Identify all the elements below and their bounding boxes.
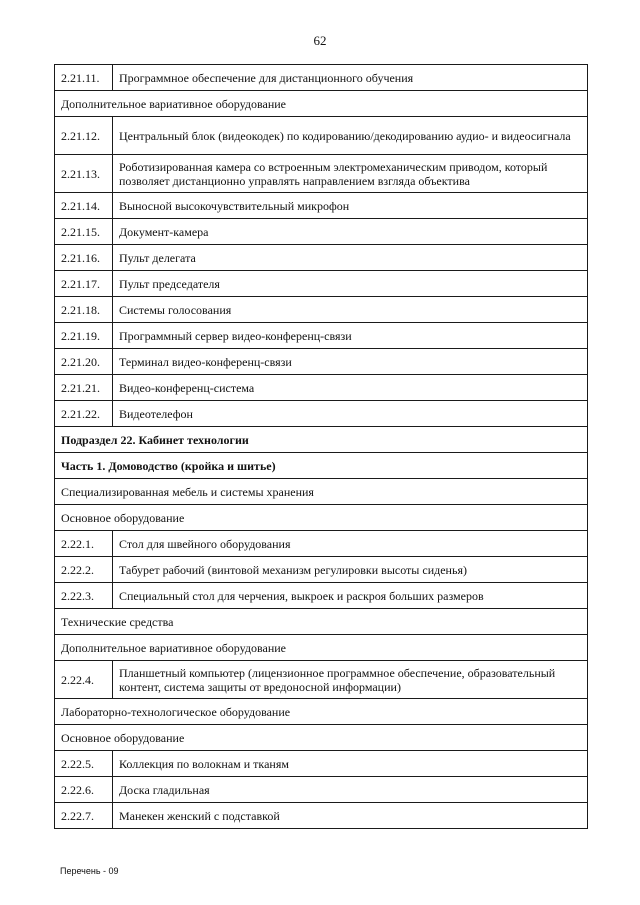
category-label: Основное оборудование — [55, 505, 588, 531]
item-description: Видеотелефон — [113, 401, 588, 427]
item-number: 2.22.1. — [55, 531, 113, 557]
item-description: Стол для швейного оборудования — [113, 531, 588, 557]
table-row — [55, 219, 588, 245]
category-label: Лабораторно-технологическое оборудование — [55, 699, 588, 725]
item-description: Доска гладильная — [113, 777, 588, 803]
table-row — [55, 349, 588, 375]
item-description: Системы голосования — [113, 297, 588, 323]
item-description: Пульт делегата — [113, 245, 588, 271]
table-row — [55, 401, 588, 427]
table-row — [55, 375, 588, 401]
item-number: 2.21.13. — [55, 155, 113, 193]
item-number: 2.21.11. — [55, 65, 113, 91]
category-label: Дополнительное вариативное оборудование — [55, 635, 588, 661]
item-number: 2.21.22. — [55, 401, 113, 427]
category-label: Специализированная мебель и системы хранения — [55, 479, 588, 505]
item-number: 2.21.21. — [55, 375, 113, 401]
category-row — [55, 609, 588, 635]
item-description: Планшетный компьютер (лицензионное программное обеспечение, образовательный контент, система защиты от вредоносной информации) — [113, 661, 588, 699]
table-row — [55, 583, 588, 609]
table-row — [55, 193, 588, 219]
item-description: Документ-камера — [113, 219, 588, 245]
category-row — [55, 699, 588, 725]
item-description: Выносной высокочувствительный микрофон — [113, 193, 588, 219]
subsection-heading: Подраздел 22. Кабинет технологии — [55, 427, 588, 453]
item-number: 2.21.17. — [55, 271, 113, 297]
item-description: Роботизированная камера со встроенным электромеханическим приводом, который позволяет дистанционно управлять направлением взгляда объектива — [113, 155, 588, 193]
page-number: 62 — [313, 33, 327, 48]
item-number: 2.21.20. — [55, 349, 113, 375]
item-description: Видео-конференц-система — [113, 375, 588, 401]
item-description: Программное обеспечение для дистанционного обучения — [113, 65, 588, 91]
item-description: Коллекция по волокнам и тканям — [113, 751, 588, 777]
item-number: 2.22.5. — [55, 751, 113, 777]
item-number: 2.21.12. — [55, 117, 113, 155]
table-row — [55, 271, 588, 297]
table-row — [55, 155, 588, 193]
item-number: 2.21.15. — [55, 219, 113, 245]
table-row — [55, 297, 588, 323]
category-row — [55, 479, 588, 505]
subsection-heading-row — [55, 427, 588, 453]
category-row — [55, 725, 588, 751]
equipment-table-body — [55, 65, 588, 829]
item-number: 2.21.18. — [55, 297, 113, 323]
table-row — [55, 803, 588, 829]
table-row — [55, 777, 588, 803]
category-label: Основное оборудование — [55, 725, 588, 751]
item-number: 2.22.2. — [55, 557, 113, 583]
footer-code: Перечень - 09 — [60, 866, 119, 876]
subsection-heading-row — [55, 453, 588, 479]
table-row — [55, 557, 588, 583]
table-row — [55, 323, 588, 349]
table-row — [55, 531, 588, 557]
table-row — [55, 65, 588, 91]
item-number: 2.21.16. — [55, 245, 113, 271]
item-description: Центральный блок (видеокодек) по кодированию/декодированию аудио- и видеосигнала — [113, 117, 588, 155]
item-description: Программный сервер видео-конференц-связи — [113, 323, 588, 349]
table-row — [55, 117, 588, 155]
item-number: 2.22.7. — [55, 803, 113, 829]
item-description: Терминал видео-конференц-связи — [113, 349, 588, 375]
category-label: Дополнительное вариативное оборудование — [55, 91, 588, 117]
item-number: 2.22.4. — [55, 661, 113, 699]
item-number: 2.21.19. — [55, 323, 113, 349]
category-row — [55, 635, 588, 661]
item-number: 2.21.14. — [55, 193, 113, 219]
item-number: 2.22.6. — [55, 777, 113, 803]
item-description: Табурет рабочий (винтовой механизм регулировки высоты сиденья) — [113, 557, 588, 583]
item-number: 2.22.3. — [55, 583, 113, 609]
category-row — [55, 91, 588, 117]
subsection-heading: Часть 1. Домоводство (кройка и шитье) — [55, 453, 588, 479]
item-description: Манекен женский с подставкой — [113, 803, 588, 829]
category-label: Технические средства — [55, 609, 588, 635]
equipment-table — [54, 64, 588, 829]
table-row — [55, 245, 588, 271]
item-description: Специальный стол для черчения, выкроек и раскроя больших размеров — [113, 583, 588, 609]
item-description: Пульт председателя — [113, 271, 588, 297]
category-row — [55, 505, 588, 531]
table-row — [55, 751, 588, 777]
table-row — [55, 661, 588, 699]
